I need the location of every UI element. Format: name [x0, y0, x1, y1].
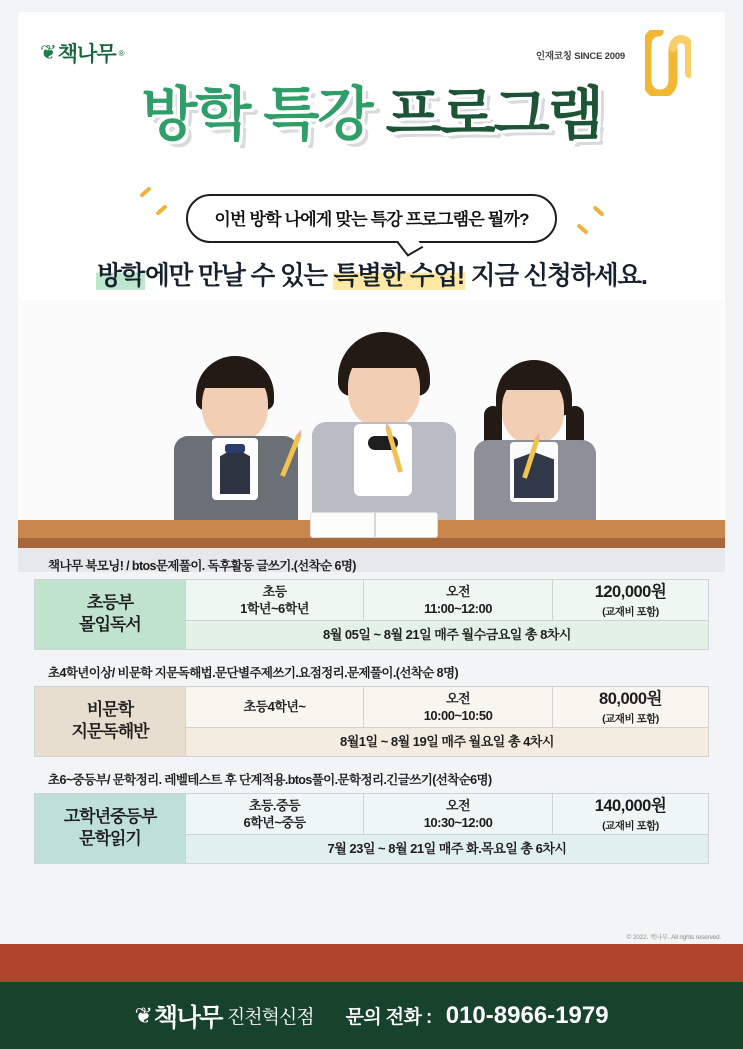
- grade-line2: 1학년~6학년: [240, 601, 309, 617]
- program-table-section: [34, 556, 709, 877]
- program-time: [364, 686, 553, 727]
- program-block: [34, 556, 709, 650]
- program-block: [34, 770, 709, 864]
- footer-branch: 진천혁신점: [226, 1007, 314, 1028]
- copyright-text: © 2022. 책나무. All rights reserved.: [626, 934, 721, 941]
- page-title: [18, 82, 725, 147]
- program-table: [34, 686, 709, 757]
- program-price: [553, 686, 709, 727]
- table-row: [35, 580, 709, 621]
- program-price: [553, 793, 709, 834]
- program-title: 책나무 북모닝! / btos문제풀이. 독후활동 글쓰기.(선착순 6명): [48, 559, 356, 573]
- table-row: [35, 686, 709, 727]
- sub-headline-seg1: 방학: [97, 262, 145, 290]
- grade-line1: 초등: [262, 583, 287, 599]
- brand-logo: [40, 38, 125, 68]
- program-label-line2: 몰입독서: [79, 615, 141, 635]
- program-label: [35, 793, 186, 863]
- price-value: 140,000원: [594, 796, 667, 815]
- price-note: (교재비 포함): [602, 713, 659, 726]
- time-line2: 10:00~10:50: [423, 708, 493, 724]
- program-title: 초6~중등부/ 문학정리. 레벨테스트 후 단계적용.btos풀이.문학정리.긴글쓰기(선착순6명): [48, 772, 492, 787]
- students-photo: [18, 300, 725, 572]
- program-table: [34, 793, 709, 864]
- program-price: [553, 580, 709, 621]
- program-schedule: 8월1일 ~ 8월 19일 매주 월요일 총 4차시: [186, 728, 709, 757]
- sub-headline-seg3: 특별한 수업!: [333, 262, 465, 290]
- registered-mark: ®: [118, 48, 125, 58]
- program-grade: [186, 580, 364, 621]
- program-grade: [186, 686, 364, 727]
- open-book: [310, 512, 438, 538]
- program-label-line1: 고학년중등부: [63, 807, 157, 827]
- program-schedule: 8월 05일 ~ 8월 21일 매주 월수금요일 총 8차시: [186, 621, 709, 650]
- program-title: 초4학년이상/ 비문학 지문독해법.문단별주제쓰기.요점정리.문제풀이.(선착순 8명): [48, 665, 459, 680]
- sub-headline-seg2: 에만 만날 수 있는: [145, 262, 333, 290]
- time-line2: 10:30~12:00: [423, 815, 493, 831]
- program-label: [35, 580, 186, 650]
- time-line1: 오전: [445, 690, 471, 706]
- program-label-line2: 지문독해반: [71, 722, 149, 742]
- program-block: [34, 663, 709, 757]
- headline-part2: 프로그램: [385, 82, 602, 147]
- program-label-line2: 문학읽기: [79, 829, 141, 849]
- program-table: [34, 579, 709, 650]
- footer-logo: [134, 998, 313, 1034]
- since-text: 인재코칭 SINCE 2009: [535, 51, 625, 62]
- speech-bubble-wrap: [18, 194, 725, 243]
- footer-brand: 책나무: [153, 1003, 222, 1032]
- program-label-line1: 비문학: [86, 700, 134, 720]
- program-time: [364, 580, 553, 621]
- program-label-line1: 초등부: [86, 593, 134, 613]
- time-line1: 오전: [445, 583, 471, 599]
- price-value: 80,000원: [599, 689, 662, 708]
- footer: [0, 982, 743, 1049]
- program-time: [364, 793, 553, 834]
- student-girl-center: [310, 332, 458, 538]
- brand-name: 책나무: [57, 43, 116, 66]
- leaf-book-icon: ❦: [40, 42, 55, 64]
- price-value: 120,000원: [594, 583, 667, 601]
- speech-bubble: 이번 방학 나에게 맞는 특강 프로그램은 뭘까?: [186, 194, 556, 243]
- footer-ask-label: 문의 전화 :: [345, 1007, 432, 1028]
- grade-line2: 6학년~중등: [243, 815, 306, 831]
- grade-line1: 초등4학년~: [243, 699, 306, 715]
- sub-headline-seg4: 지금 신청하세요.: [465, 262, 647, 290]
- time-line2: 11:00~12:00: [424, 601, 492, 617]
- time-line1: 오전: [445, 797, 471, 813]
- program-grade: [186, 793, 364, 834]
- table-row: [35, 793, 709, 834]
- grade-line1: 초등.중등: [248, 797, 301, 813]
- headline-part1: 방학 특강: [141, 82, 386, 147]
- footer-accent-bar: [0, 944, 743, 982]
- sub-headline: [18, 256, 725, 292]
- price-note: (교재비 포함): [602, 606, 659, 619]
- program-schedule: 7월 23일 ~ 8월 21일 매주 화.목요일 총 6차시: [186, 835, 709, 864]
- student-boy: [168, 356, 308, 538]
- leaf-book-icon: ❦: [134, 1002, 151, 1028]
- program-label: [35, 686, 186, 756]
- price-note: (교재비 포함): [602, 820, 659, 833]
- footer-phone[interactable]: 010-8966-1979: [445, 1001, 609, 1029]
